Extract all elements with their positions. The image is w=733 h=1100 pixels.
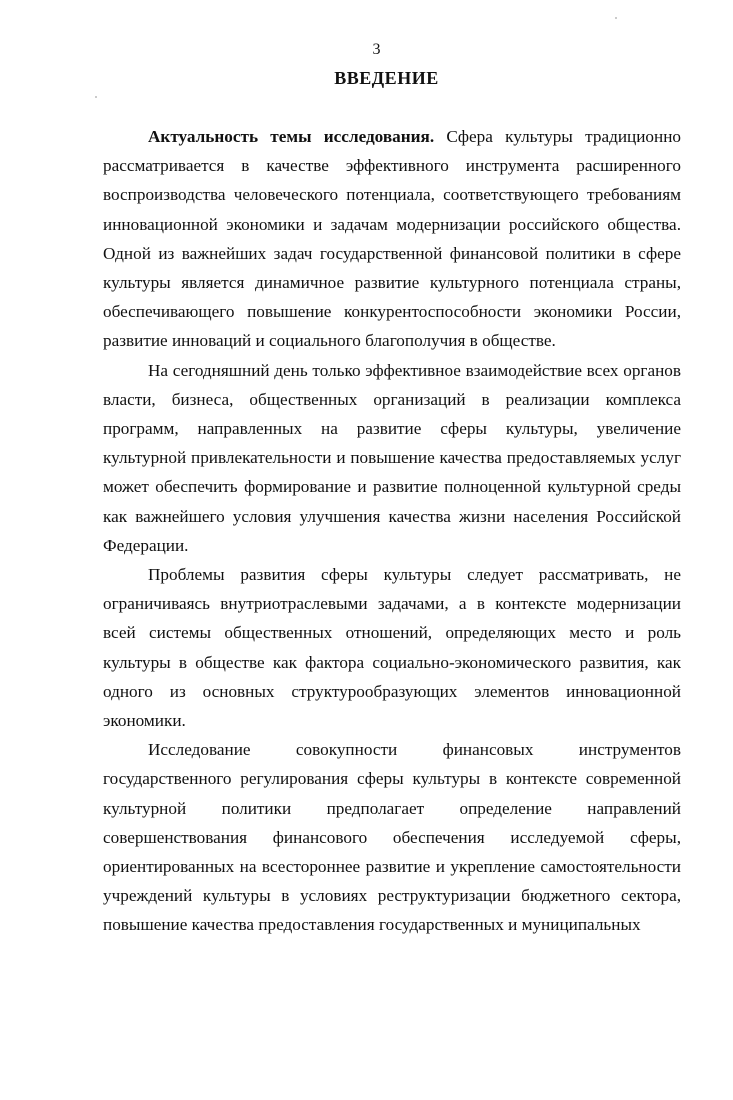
page-number: 3 [372,41,381,58]
paragraph: Проблемы развития сферы культуры следует рассматривать, не ограничиваясь внутриотраслевыми задачами, а в контексте модернизации всей системы общественных отношений, определяющих место и роль культуры в обществе как фактора социально-экономического развития, как одного из основных структурообразующих элементов инновационной экономики. [103,565,681,731]
body-text [103,122,681,940]
scan-speck [615,17,617,19]
paragraph: На сегодняшний день только эффективное взаимодействие всех органов власти, бизнеса, общественных организаций в реализации комплекса программ, направленных на развитие сферы культуры, увеличение культурной привлекательности и повышение качества предоставляемых услуг может обеспечить формирование и развитие полноценной культурной среды как важнейшего условия улучшения качества жизни населения Российской Федерации. [103,360,681,555]
scan-speck [95,96,97,98]
paragraph-relevance [103,122,681,356]
paragraph-lead: Актуальность темы исследования. [148,127,435,146]
paragraph: Исследование совокупности финансовых инструментов государственного регулирования сферы культуры в контексте современной культурной политики предполагает определение направлений совершенствования финансового обеспечения исследуемой сферы, ориентированных на всестороннее развитие и укрепление самостоятельности учреждений культуры в условиях реструктуризации бюджетного сектора, повышение качества предоставления государственных и муниципальных [103,740,681,935]
section-heading: ВВЕДЕНИЕ [334,68,439,88]
paragraph-text: Сфера культуры традиционно рассматривается в качестве эффективного инструмента расширенного воспроизводства человеческого потенциала, соответствующего требованиям инновационной экономики и задачам модернизации российского общества. Одной из важнейших задач государственной финансовой политики в сфере культуры является динамичное развитие культурного потенциала страны, обеспечивающего повышение конкурентоспособности экономики России, развитие инноваций и социального благополучия в обществе. [103,127,681,351]
